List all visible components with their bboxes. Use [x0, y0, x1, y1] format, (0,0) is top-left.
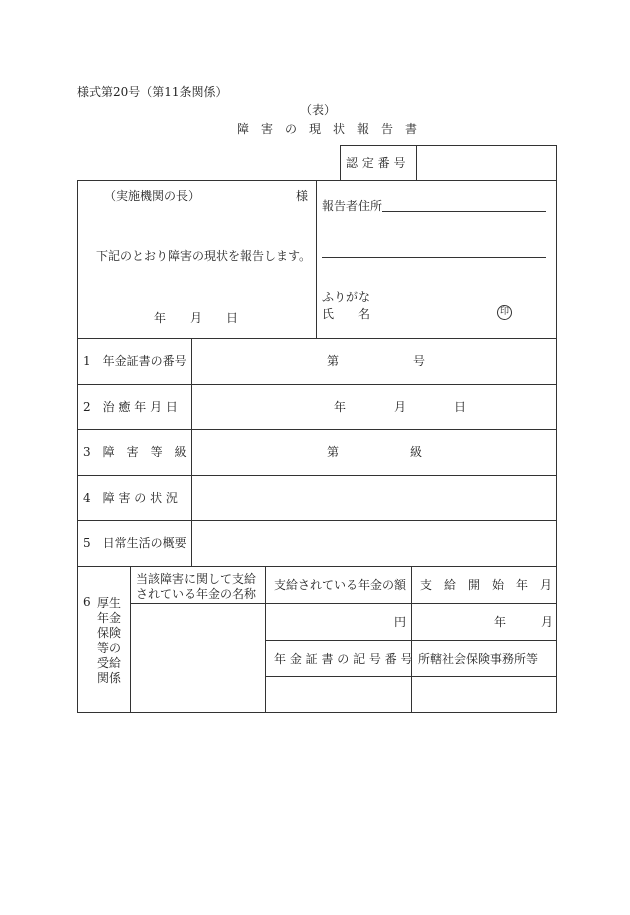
- date-year-label: 年: [154, 311, 167, 325]
- form-number: 様式第20号（第11条関係）: [77, 85, 228, 99]
- reporter-address-field-2[interactable]: [322, 257, 546, 258]
- cert-symbol-header: 年 金 証 書 の 記 号 番 号: [274, 652, 413, 666]
- pension-amount-header: 支給されている年金の額: [274, 578, 407, 592]
- honorific-label: 様: [296, 189, 309, 203]
- pension-name-header-line1: 当該障害に関して支給: [136, 572, 257, 586]
- section6-number: 6: [83, 595, 91, 609]
- row-label-disability-grade: 3 障 害 等 級: [83, 445, 187, 459]
- row-label-disability-status: 4 障 害 の 状 況: [83, 491, 178, 505]
- certification-label: 認 定 番 号: [346, 156, 406, 170]
- cure-date-year: 年: [334, 400, 347, 414]
- start-year-label: 年: [494, 615, 507, 629]
- form-side: （表）: [300, 103, 337, 117]
- reporter-name-label: 氏 名: [322, 307, 371, 321]
- row-label-certificate-number: 1 年金証書の番号: [83, 354, 187, 368]
- section6-label-line: 受給: [97, 656, 122, 670]
- disability-grade-prefix: 第: [327, 445, 340, 459]
- seal-mark: 印: [497, 305, 512, 320]
- section6-label-line: 等の: [97, 641, 122, 655]
- date-day-label: 日: [226, 311, 239, 325]
- disability-grade-suffix: 級: [410, 445, 423, 459]
- agency-head-label: （実施機関の長）: [104, 189, 201, 203]
- certification-value-field[interactable]: [417, 146, 555, 179]
- amount-unit: 円: [394, 615, 407, 629]
- cure-date-month: 月: [394, 400, 407, 414]
- row-label-cure-date: 2 治 癒 年 月 日: [83, 400, 178, 414]
- furigana-label: ふりがな: [322, 290, 371, 304]
- form-title: 障 害 の 現 状 報 告 書: [237, 122, 418, 136]
- section6-label-line: 保険: [97, 626, 122, 640]
- payment-start-header: 支 給 開 始 年 月: [420, 578, 553, 592]
- section6-label-line: 関係: [97, 671, 122, 685]
- office-header: 所轄社会保険事務所等: [418, 652, 539, 666]
- reporter-address-label: 報告者住所: [322, 199, 383, 213]
- row-label-daily-life: 5 日常生活の概要: [83, 536, 187, 550]
- cure-date-day: 日: [454, 400, 467, 414]
- start-month-label: 月: [541, 615, 554, 629]
- section6-label-line: 年金: [97, 611, 122, 625]
- date-month-label: 月: [190, 311, 203, 325]
- pension-name-header-line2: されている年金の名称: [136, 587, 257, 601]
- reporter-address-field[interactable]: [382, 211, 546, 212]
- certificate-number-prefix: 第: [327, 354, 340, 368]
- section6-label-line: 厚生: [97, 596, 122, 610]
- certificate-number-suffix: 号: [413, 354, 426, 368]
- report-statement: 下記のとおり障害の現状を報告します。: [96, 249, 312, 263]
- section6-label: [97, 596, 121, 686]
